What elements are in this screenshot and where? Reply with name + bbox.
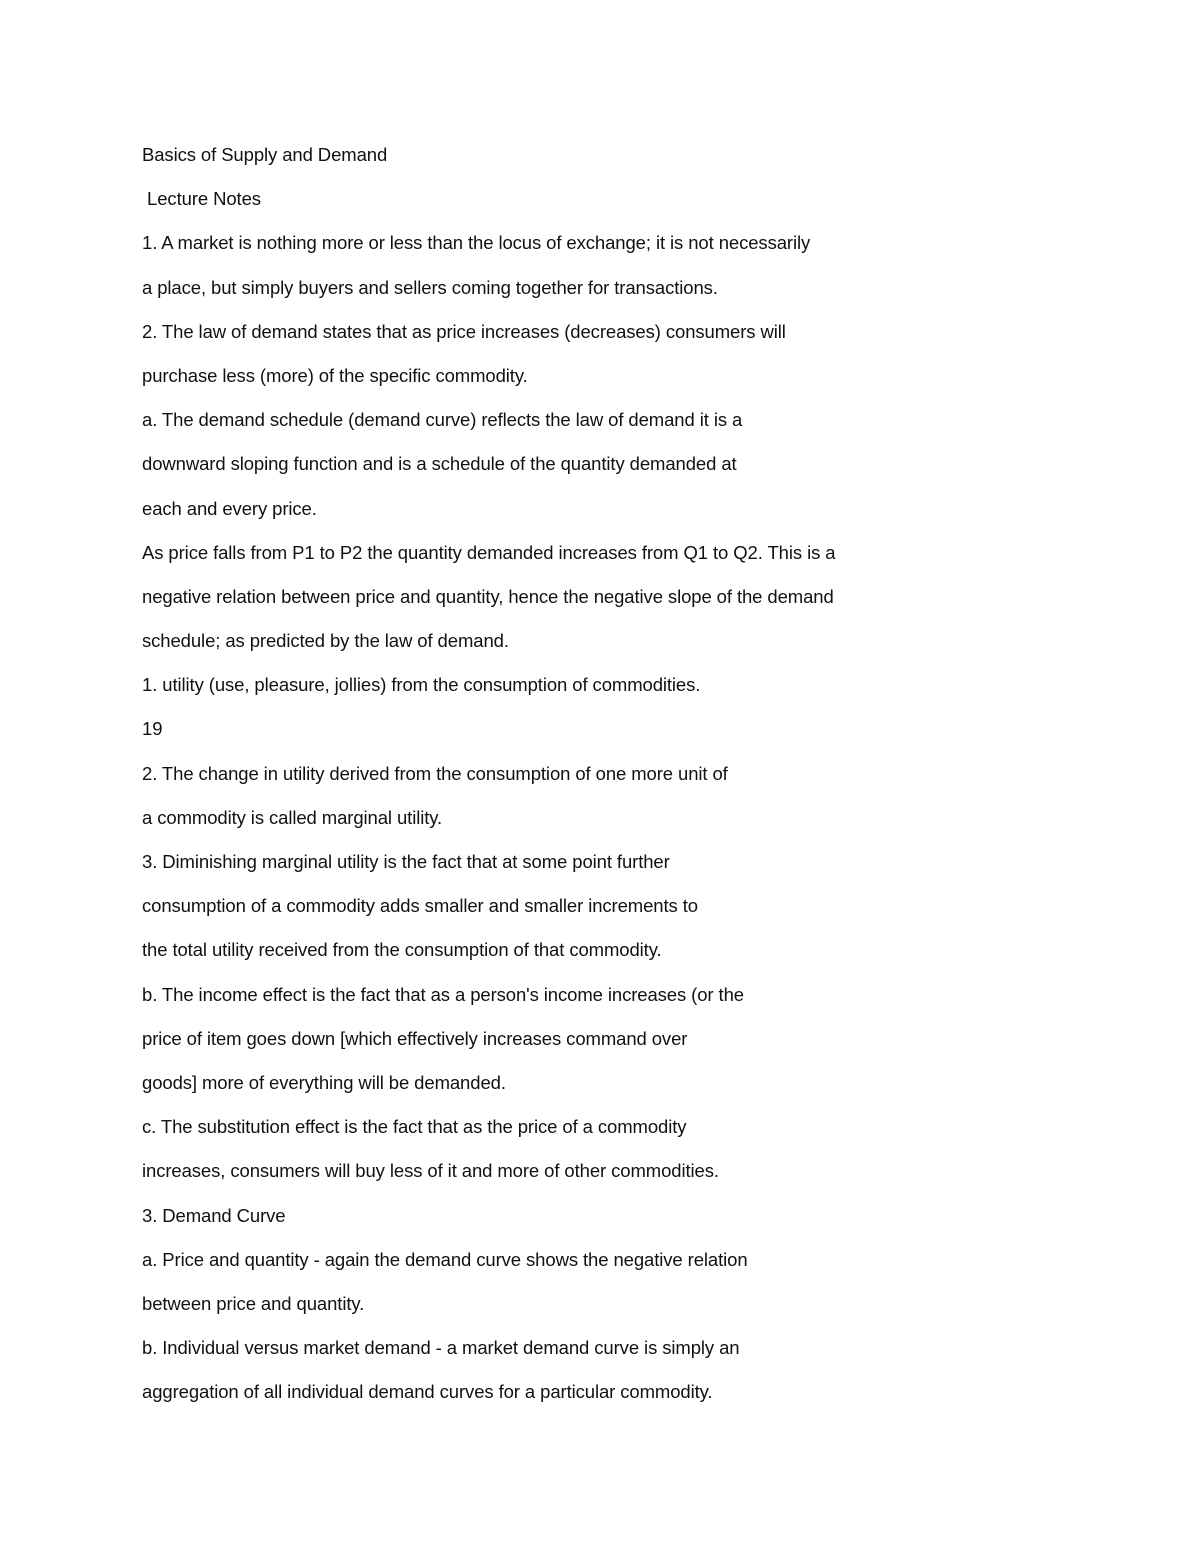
document-body bbox=[142, 140, 942, 1421]
text-line: 1. A market is nothing more or less than the locus of exchange; it is not necessarily bbox=[142, 232, 811, 254]
text-line: b. Individual versus market demand - a market demand curve is simply an bbox=[142, 1337, 740, 1359]
text-line: the total utility received from the consumption of that commodity. bbox=[142, 939, 662, 961]
text-line: aggregation of all individual demand curves for a particular commodity. bbox=[142, 1381, 713, 1403]
text-line: 3. Diminishing marginal utility is the fact that at some point further bbox=[142, 851, 670, 872]
text-line: a commodity is called marginal utility. bbox=[142, 806, 443, 828]
document-subtitle: Lecture Notes bbox=[142, 188, 261, 210]
text-line: between price and quantity. bbox=[142, 1292, 365, 1314]
text-line: 2. The law of demand states that as price increases (decreases) consumers will bbox=[142, 320, 786, 342]
text-line: a. The demand schedule (demand curve) reflects the law of demand it is a bbox=[142, 409, 743, 431]
text-line: consumption of a commodity adds smaller and smaller increments to bbox=[142, 895, 698, 917]
page-number-text: 19 bbox=[142, 718, 163, 740]
text-line: a. Price and quantity - again the demand curve shows the negative relation bbox=[142, 1248, 748, 1270]
text-line: goods] more of everything will be demanded. bbox=[142, 1071, 506, 1093]
text-line: 1. utility (use, pleasure, jollies) from the consumption of commodities. bbox=[142, 674, 701, 696]
text-line: a place, but simply buyers and sellers coming together for transactions. bbox=[142, 276, 718, 298]
text-line: increases, consumers will buy less of it and more of other commodities. bbox=[142, 1160, 719, 1182]
text-line: each and every price. bbox=[142, 497, 317, 519]
text-line: price of item goes down [which effectively increases command over bbox=[142, 1027, 688, 1049]
document-title: Basics of Supply and Demand bbox=[142, 144, 388, 165]
text-line: negative relation between price and quantity, hence the negative slope of the demand bbox=[142, 585, 834, 607]
text-line: downward sloping function and is a schedule of the quantity demanded at bbox=[142, 453, 737, 475]
text-line: schedule; as predicted by the law of demand. bbox=[142, 630, 509, 652]
text-line: 2. The change in utility derived from the consumption of one more unit of bbox=[142, 762, 728, 784]
text-line: c. The substitution effect is the fact that as the price of a commodity bbox=[142, 1116, 687, 1138]
text-line: purchase less (more) of the specific commodity. bbox=[142, 364, 528, 386]
text-line: b. The income effect is the fact that as a person's income increases (or the bbox=[142, 983, 744, 1005]
section-heading: 3. Demand Curve bbox=[142, 1204, 286, 1226]
text-line: As price falls from P1 to P2 the quantity demanded increases from Q1 to Q2. This is a bbox=[142, 541, 836, 563]
